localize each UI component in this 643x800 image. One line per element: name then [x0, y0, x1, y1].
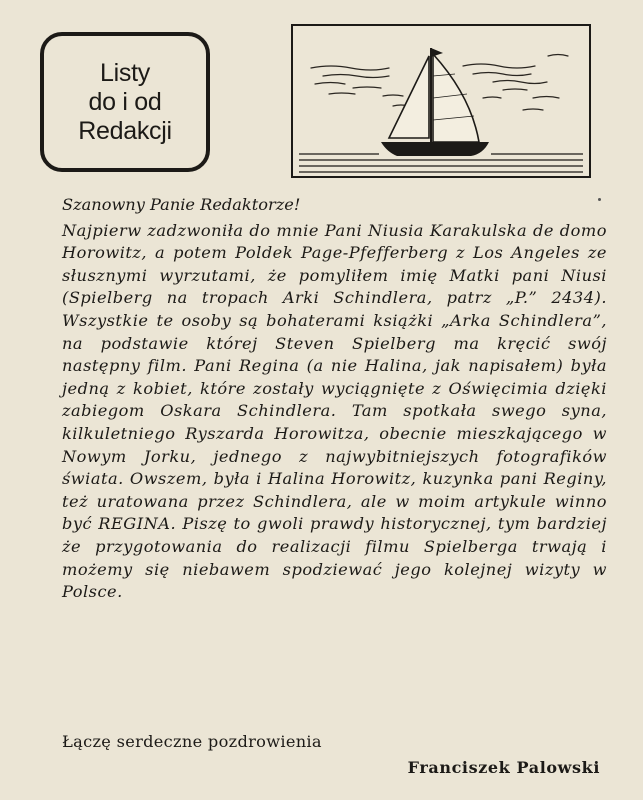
section-title-line-3: Redakcji	[78, 116, 172, 145]
section-title-line-1: Listy	[100, 58, 150, 87]
section-header-box	[40, 32, 210, 172]
letter-greeting: Szanowny Panie Redaktorze!	[62, 195, 301, 214]
letter-text	[62, 194, 607, 604]
letter-closing: Łączę serdeczne pozdrowienia	[62, 732, 322, 751]
sailboat-icon	[293, 26, 589, 176]
letter-body: Najpierw zadzwoniła do mnie Pani Niusia Karakulska de domo Horowitz, a potem Poldek Page-Pfefferberg z Los Angeles ze słusznymi wyrzutami, że pomyliłem imię Matki pani Niusi (Spielberg na tropach Arki Schindlera, patrz „P.” 2434). Wszystkie te osoby są bohaterami książki „Arka Schindlera”, na podstawie której Steven Spielberg ma kręcić swój następny film. Pani Regina (a nie Halina, jak napisałem) była jedną z kobiet, które zostały wyciągnięte z Oświęcimia dzięki zabiegom Oskara Schindlera. Tam spotkała swego syna, kilkuletniego Ryszarda Horowitza, obecnie mieszkającego w Nowym Jorku, jednego z najwybitniejszych fotografików świata. Owszem, była i Halina Horowitz, kuzynka pani Reginy, też uratowana przez Schindlera, ale w moim artykule winno być REGINA. Piszę to gwoli prawdy historycznej, tym bardziej że przygotowania do realizacji filmu Spielberga trwają i możemy się niebawem spodziewać jego kolejnej wizyty w Polsce.	[62, 220, 607, 602]
letter-signature: Franciszek Palowski	[407, 758, 600, 777]
section-title-line-2: do i od	[88, 87, 162, 116]
sailboat-illustration	[291, 24, 591, 178]
